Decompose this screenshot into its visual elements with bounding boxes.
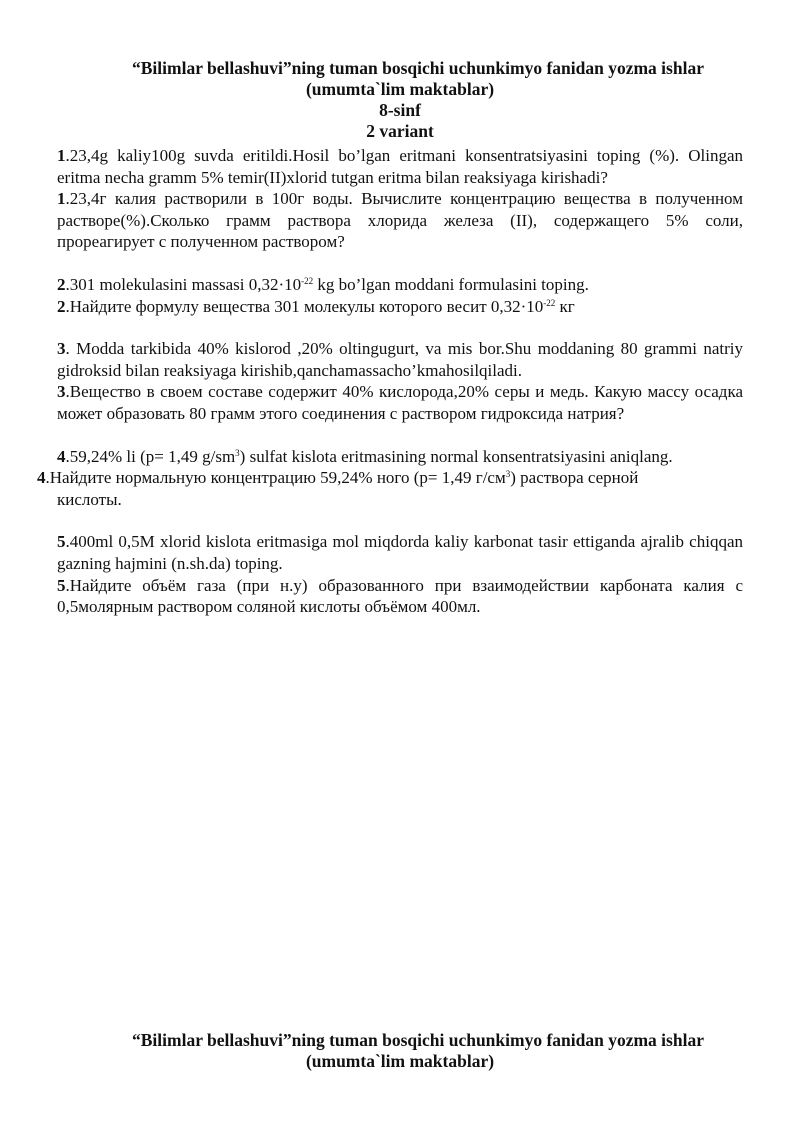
question-number: 2 [57,274,66,294]
question-text: .23,4g kaliy100g suvda eritildi.Hosil bo’lgan eritmani konsentratsiyasini toping (%). Olingan eritma necha gramm 5% temir(II)xlorid tutgan eritma bilan reaksiyaga kirishadi? [57,146,743,187]
question-text: .23,4г калия растворили в 100г воды. Вычислите концентрацию вещества в полученном растворе(%).Сколько грамм раствора хлорида железа (II), содержащего 5% соли, прореагирует с полученном раствором? [57,189,743,252]
footer-title: “Bilimlar bellashuvi”ning tuman bosqichi uchunkimyo fanidan yozma ishlar [132,1030,704,1050]
exponent: -22 [543,297,556,308]
question-3-uz [57,338,743,381]
header-variant: 2 variant [366,121,434,141]
question-number: 4 [57,446,66,466]
question-number: 4 [37,468,46,488]
exponent: -22 [301,275,314,286]
question-text: .400ml 0,5M xlorid kislota eritmasiga mol miqdorda kaliy karbonat tasir ettiganda ajralib chiqqan gazning hajmini (n.sh.da) toping. [57,532,743,573]
question-text: .59,24% li (p= 1,49 g/sm [65,446,236,466]
question-4-ru-continued: кислоты. [57,489,122,509]
question-text: .Вещество в своем составе содержит 40% кислорода,20% серы и медь. Какую массу осадка может образовать 80 грамм этого соединения с раствором гидроксида натрия? [57,382,743,423]
question-text: .Найдите объём газа (при н.у) образованного при взаимодействии карбоната калия с 0,5молярным раствором соляной кислоты объёмом 400мл. [57,575,743,617]
question-3-ru [57,381,743,424]
question-text: ) sulfat kislota eritmasining normal konsentratsiyasini aniqlang. [239,446,673,466]
question-text: кг [555,296,575,316]
question-text: . Modda tarkibida 40% kislorod ,20% oltingugurt, va mis bor.Shu moddaning 80 grammi natriy gidroksid bilan reaksiyaga kirishib,qanchamassacho’kmahosilqiladi. [57,339,743,380]
question-number: 2 [57,296,66,316]
question-number: 5 [57,575,66,595]
footer-subtitle: (umumta`lim maktablar) [305,1051,495,1071]
question-1-ru [57,188,743,253]
question-4-ru [37,467,743,489]
question-number: 5 [57,532,66,552]
questions-body [37,145,743,618]
question-text: .Найдите нормальную концентрацию 59,24% ного (p= 1,49 г/см [45,468,506,488]
header-subtitle: (umumta`lim maktablar) [305,79,495,99]
question-text: kg bo’lgan moddani formulasini toping. [313,274,589,294]
document-footer [0,1030,800,1072]
question-number: 3 [57,382,66,402]
question-5-uz [57,531,743,574]
question-number: 1 [57,146,66,165]
question-text: .Найдите формулу вещества 301 молекулы которого весит 0,32·10 [65,296,544,316]
question-text: .301 molekulasini massasi 0,32·10 [65,274,302,294]
question-4-uz [57,446,743,468]
question-text: ) раствора серной [510,468,639,488]
header-grade: 8-sinf [379,100,421,120]
question-number: 3 [57,339,66,359]
exponent: 3 [505,469,511,480]
question-2-uz [57,274,743,296]
question-number: 1 [57,189,66,209]
question-5-ru [57,575,743,618]
exponent: 3 [235,447,240,458]
question-2-ru [57,296,743,318]
header-title: “Bilimlar bellashuvi”ning tuman bosqichi uchunkimyo fanidan yozma ishlar [132,58,704,78]
document-header [0,58,800,142]
question-1-uz [57,145,743,188]
